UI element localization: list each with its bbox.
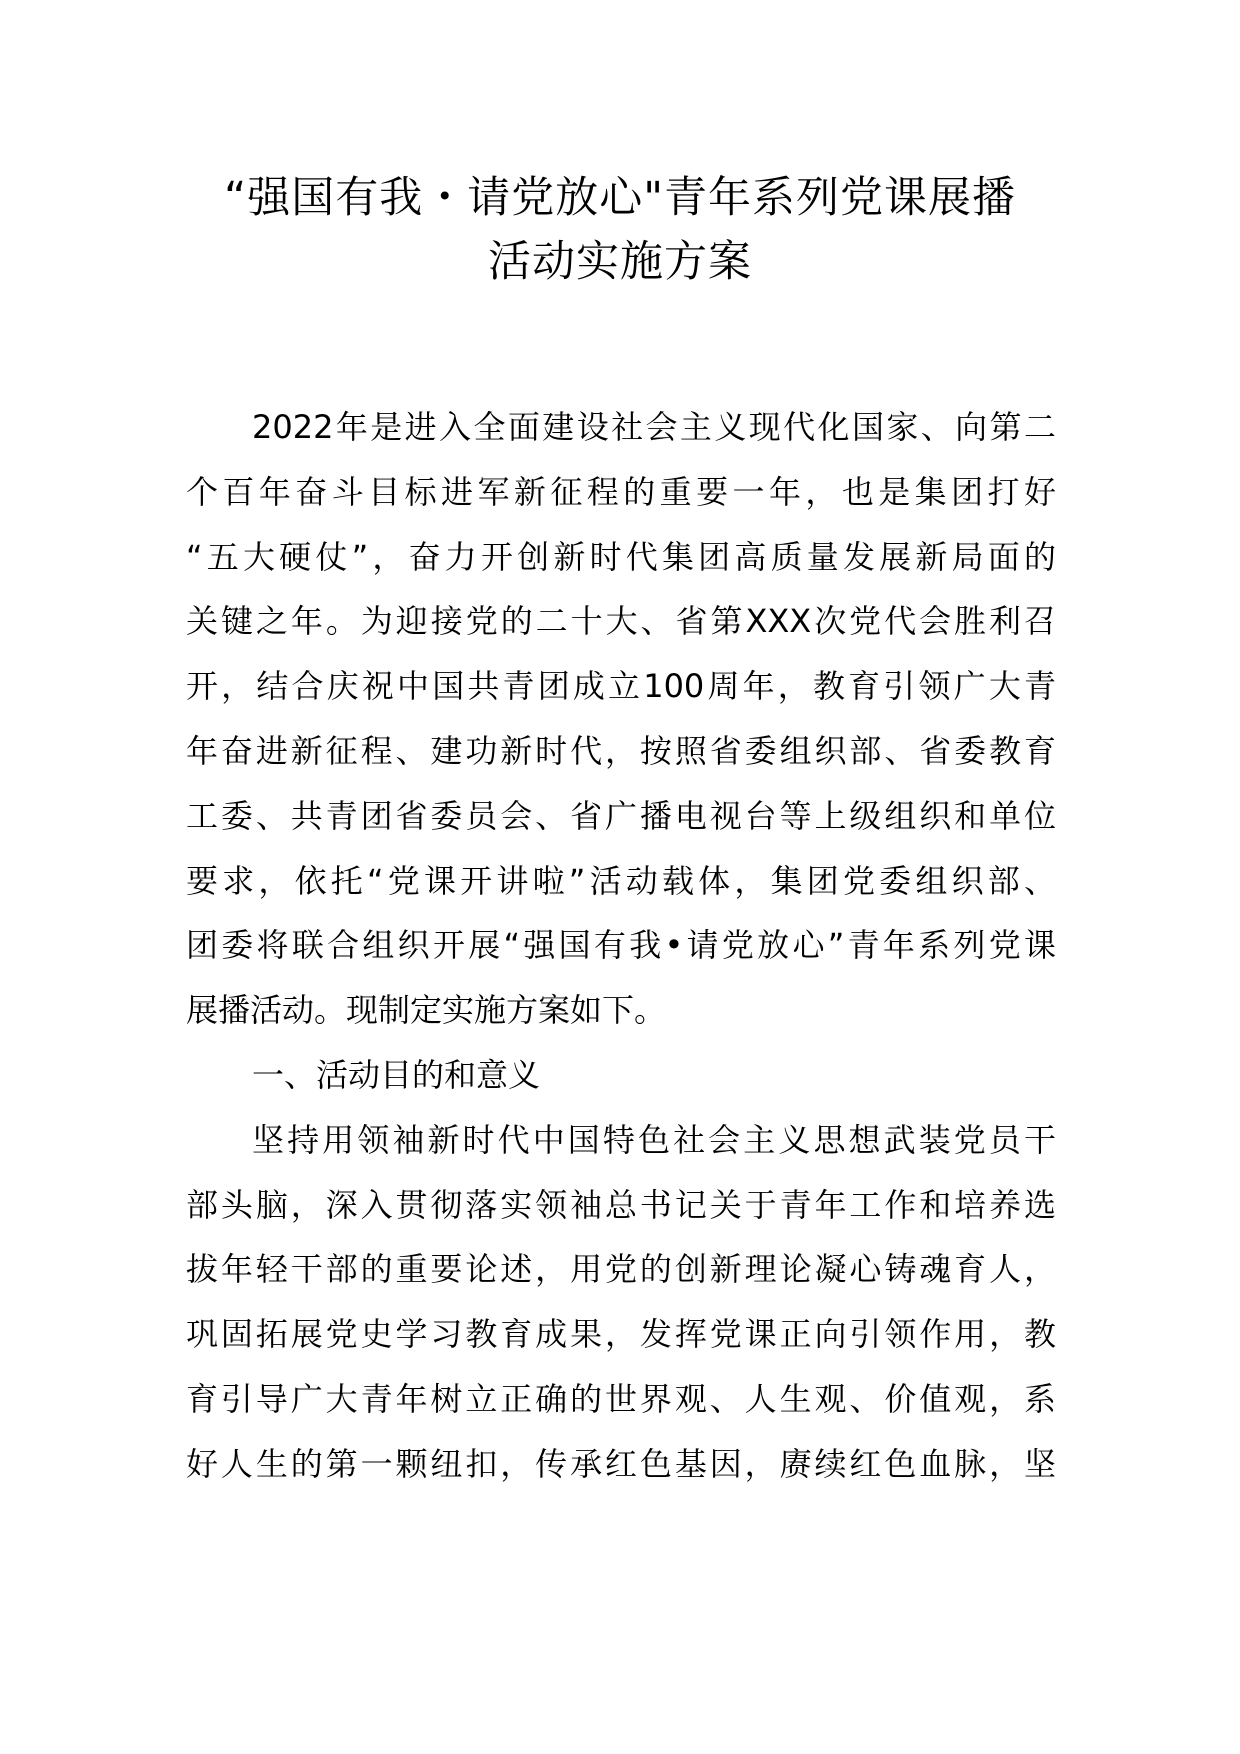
intro-line: 展播活动。现制定实施方案如下。 xyxy=(186,991,667,1030)
intro-line: 要求，依托“党课开讲啦”活动载体，集团党委组织部、 xyxy=(186,861,1056,900)
intro-line: 团委将联合组织开展“强国有我•请党放心”青年系列党课 xyxy=(186,926,1056,965)
document-title xyxy=(180,166,1060,294)
intro-line: 开，结合庆祝中国共青团成立100周年，教育引领广大青 xyxy=(186,667,1056,706)
section-line: 拔年轻干部的重要论述，用党的创新理论凝心铸魂育人， xyxy=(186,1250,1056,1289)
intro-line: “五大硬仗”，奋力开创新时代集团高质量发展新局面的 xyxy=(186,537,1056,576)
section-line: 巩固拓展党史学习教育成果，发挥党课正向引领作用，教 xyxy=(186,1315,1056,1354)
intro-line: 关键之年。为迎接党的二十大、省第XXX次党代会胜利召 xyxy=(186,602,1056,641)
section-line: 部头脑，深入贯彻落实领袖总书记关于青年工作和培养选 xyxy=(186,1185,1056,1224)
section-heading: 一、活动目的和意义 xyxy=(252,1055,541,1094)
section-line: 坚持用领袖新时代中国特色社会主义思想武装党员干 xyxy=(252,1120,1056,1159)
section-line: 育引导广大青年树立正确的世界观、人生观、价值观，系 xyxy=(186,1379,1056,1418)
intro-line: 年奋进新征程、建功新时代，按照省委组织部、省委教育 xyxy=(186,731,1056,770)
document-body xyxy=(186,395,1056,1497)
section-line: 好人生的第一颗纽扣，传承红色基因，赓续红色血脉，坚 xyxy=(186,1444,1056,1483)
title-line-1: “强国有我・请党放心"青年系列党课展播 xyxy=(223,173,1017,223)
title-line-2: 活动实施方案 xyxy=(488,237,752,287)
intro-line: 2022年是进入全面建设社会主义现代化国家、向第二 xyxy=(252,408,1056,446)
intro-line: 个百年奋斗目标进军新征程的重要一年，也是集团打好 xyxy=(186,472,1056,511)
intro-line: 工委、共青团省委员会、省广播电视台等上级组织和单位 xyxy=(186,796,1056,835)
